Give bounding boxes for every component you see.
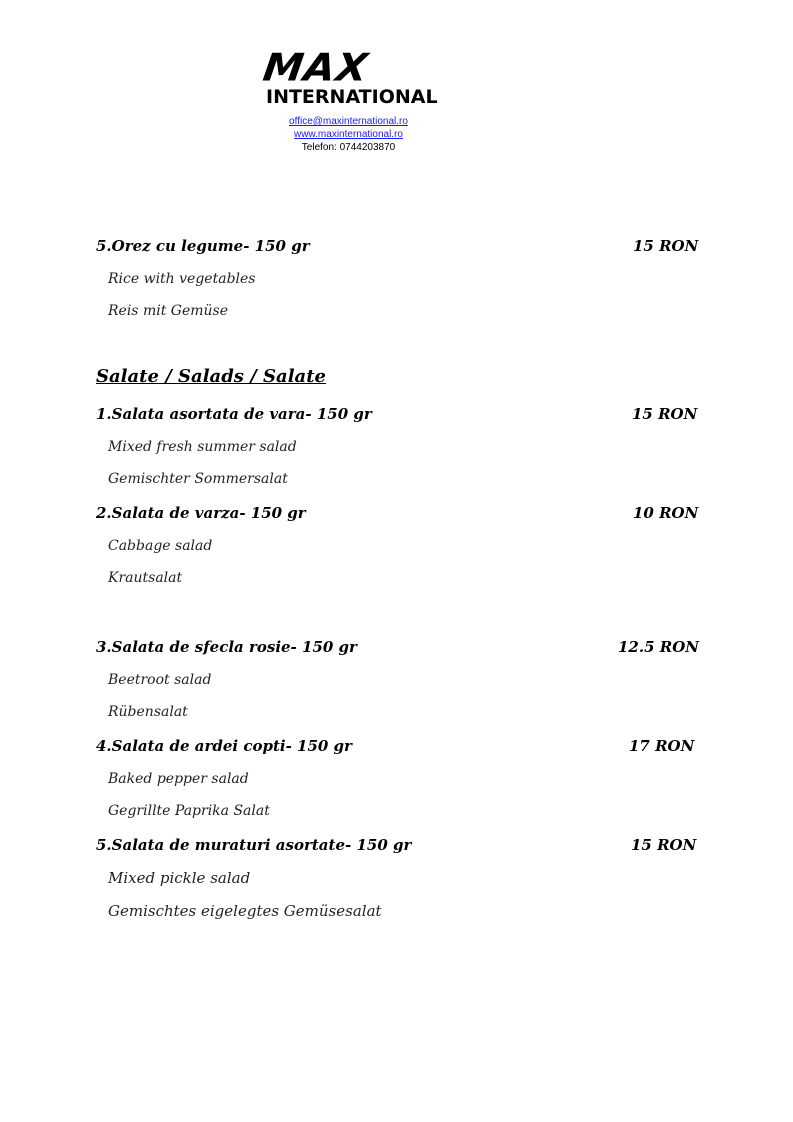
item-price: 15 RON: [633, 237, 699, 255]
item-price: 17 RON: [629, 737, 695, 755]
item-name: 1.Salata asortata de vara- 150 gr: [96, 405, 372, 423]
item-english: Mixed pickle salad: [108, 869, 251, 887]
item-german: Gemischtes eigelegtes Gemüsesalat: [108, 902, 382, 920]
item-price: 15 RON: [632, 405, 698, 423]
item-german: Gemischter Sommersalat: [108, 471, 288, 487]
item-english: Baked pepper salad: [108, 771, 249, 787]
item-english: Rice with vegetables: [108, 271, 256, 287]
menu-item-title: [96, 835, 700, 855]
item-german: Reis mit Gemüse: [108, 303, 228, 319]
item-german: Gegrillte Paprika Salat: [108, 803, 270, 819]
email-link[interactable]: office@maxinternational.ro: [289, 116, 408, 127]
menu-item-title: [96, 637, 700, 657]
menu-item-title: [96, 404, 700, 424]
logo-international-text: INTERNATIONAL: [266, 86, 438, 108]
item-english: Cabbage salad: [108, 538, 213, 554]
menu-item-title: [96, 236, 700, 256]
menu-item-title: [96, 503, 700, 523]
item-price: 15 RON: [631, 836, 697, 854]
item-name: 5.Orez cu legume- 150 gr: [96, 237, 310, 255]
item-price: 12.5 RON: [618, 638, 699, 656]
website-link[interactable]: www.maxinternational.ro: [294, 129, 403, 140]
item-german: Rübensalat: [108, 704, 188, 720]
section-title: Salate / Salads / Salate: [96, 366, 326, 387]
item-english: Mixed fresh summer salad: [108, 439, 297, 455]
item-name: 3.Salata de sfecla rosie- 150 gr: [96, 638, 357, 656]
phone-text: Telefon: 0744203870: [301, 142, 396, 153]
item-price: 10 RON: [633, 504, 699, 522]
item-name: 5.Salata de muraturi asortate- 150 gr: [96, 836, 412, 854]
menu-item-title: [96, 736, 700, 756]
item-german: Krautsalat: [108, 570, 183, 586]
item-name: 2.Salata de varza- 150 gr: [96, 504, 306, 522]
item-name: 4.Salata de ardei copti- 150 gr: [96, 737, 352, 755]
item-english: Beetroot salad: [108, 672, 212, 688]
logo-max-text: MAX: [260, 46, 372, 90]
